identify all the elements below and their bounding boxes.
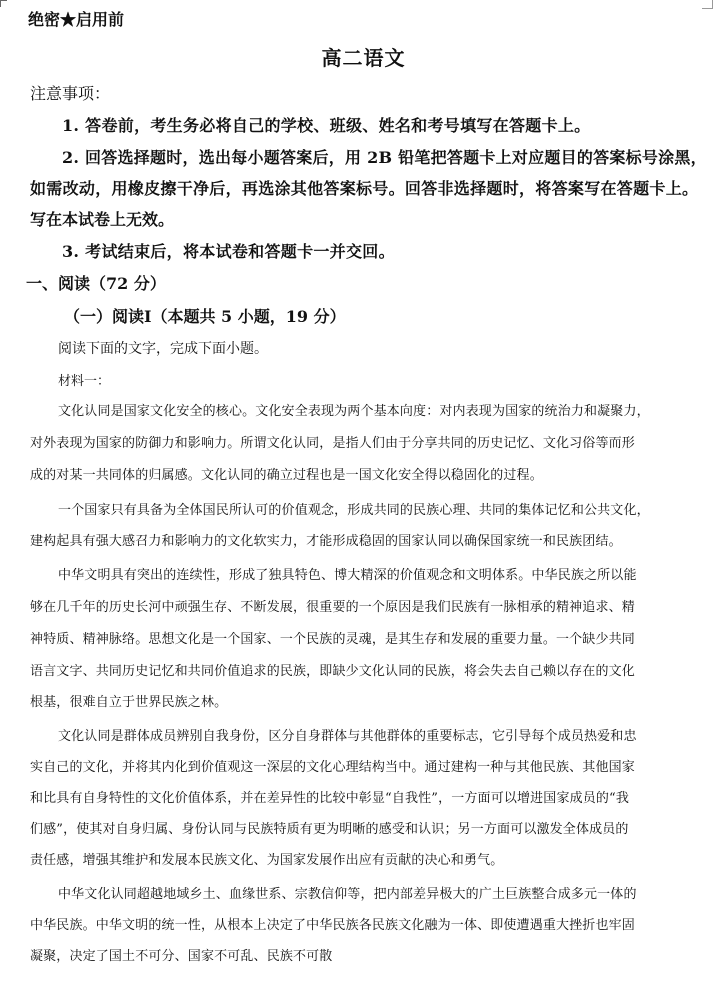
paragraph-line: 神特质、精神脉络。思想文化是一个国家、一个民族的灵魂，是其生存和发展的重要力量。一个缺少共同 xyxy=(30,632,635,647)
paragraph-line: 文化认同是群体成员辨别自我身份，区分自身群体与其他群体的重要标志，它引导每个成员热爱和忠 xyxy=(58,729,637,744)
paragraph-line: 中华文化认同超越地域乡土、血缘世系、宗教信仰等，把内部差异极大的广土巨族整合成多元一体的 xyxy=(58,887,637,902)
paragraph-line: 语言文字、共同历史记忆和共同价值追求的民族，即缺少文化认同的民族，将会失去自己赖以存在的文化 xyxy=(30,664,635,679)
paragraph-line: 根基，很难自立于世界民族之林。 xyxy=(30,695,228,710)
paragraph-line: 一个国家只有具备为全体国民所认可的价值观念，形成共同的民族心理、共同的集体记忆和公共文化， xyxy=(58,503,650,518)
paragraph-line: 责任感，增强其维护和发展本民族文化、为国家发展作出应有贡献的决心和勇气。 xyxy=(30,853,504,868)
note-item-1: 1. 答卷前，考生务必将自己的学校、班级、姓名和考号填写在答题卡上。 xyxy=(62,116,591,135)
confidential-label: 绝密★启用前 xyxy=(28,10,125,29)
paragraph-line: 建构起具有强大感召力和影响力的文化软实力，才能形成稳固的国家认同以确保国家统一和民族团结。 xyxy=(30,534,622,549)
page-corner-mark xyxy=(0,0,7,7)
paragraph-line: 中华文明具有突出的连续性，形成了独具特色、博大精深的价值观念和文明体系。中华民族之所以能 xyxy=(58,568,637,583)
notes-heading: 注意事项： xyxy=(30,84,111,103)
paragraph-line: 们感”，使其对自身归属、身份认同与民族特质有更为明晰的感受和认识；另一方面可以激发全体成员的 xyxy=(30,822,629,837)
note-item-2-line-2: 如需改动，用橡皮擦干净后，再选涂其他答案标号。回答非选择题时，将答案写在答题卡上。 xyxy=(30,179,699,198)
page-title: 高二语文 xyxy=(321,46,406,70)
page-fade-overlay xyxy=(360,936,727,966)
paragraph-line: 凝聚，决定了国土不可分、国家不可乱、民族不可散 xyxy=(30,949,333,964)
paragraph-line: 对外表现为国家的防御力和影响力。所谓文化认同，是指人们由于分享共同的历史记忆、文化习俗等而形 xyxy=(30,436,635,451)
paragraph-line: 和比具有自身特性的文化价值体系，并在差异性的比较中彰显“自我性”，一方面可以增进国家成员的“我 xyxy=(30,791,629,806)
note-item-2-line-3: 写在本试卷上无效。 xyxy=(30,210,175,229)
note-item-2-line-1: 2. 回答选择题时，选出每小题答案后，用 2B 铅笔把答题卡上对应题目的答案标号涂黑， xyxy=(62,148,707,167)
reading-instruction: 阅读下面的文字，完成下面小题。 xyxy=(58,341,268,357)
paragraph-line: 实自己的文化，并将其内化到价值观这一深层的文化心理结构当中。通过建构一种与其他民族、其他国家 xyxy=(30,760,635,775)
page-corner-mark-right xyxy=(702,0,713,9)
paragraph-line: 文化认同是国家文化安全的核心。文化安全表现为两个基本向度：对内表现为国家的统治力和凝聚力， xyxy=(58,404,650,419)
material-label: 材料一： xyxy=(58,374,111,389)
note-item-3: 3. 考试结束后，将本试卷和答题卡一并交回。 xyxy=(62,242,395,261)
subsection-heading: （一）阅读Ⅰ（本题共 5 小题，19 分） xyxy=(64,307,346,326)
paragraph-line: 成的对某一共同体的归属感。文化认同的确立过程也是一国文化安全得以稳固化的过程。 xyxy=(30,468,543,483)
paragraph-line: 够在几千年的历史长河中顽强生存、不断发展，很重要的一个原因是我们民族有一脉相承的精神追求、精 xyxy=(30,600,635,615)
paragraph-line: 中华民族。中华文明的统一性，从根本上决定了中华民族各民族文化融为一体、即使遭遇重大挫折也牢固 xyxy=(30,918,635,933)
section-heading: 一、阅读（72 分） xyxy=(26,274,166,293)
